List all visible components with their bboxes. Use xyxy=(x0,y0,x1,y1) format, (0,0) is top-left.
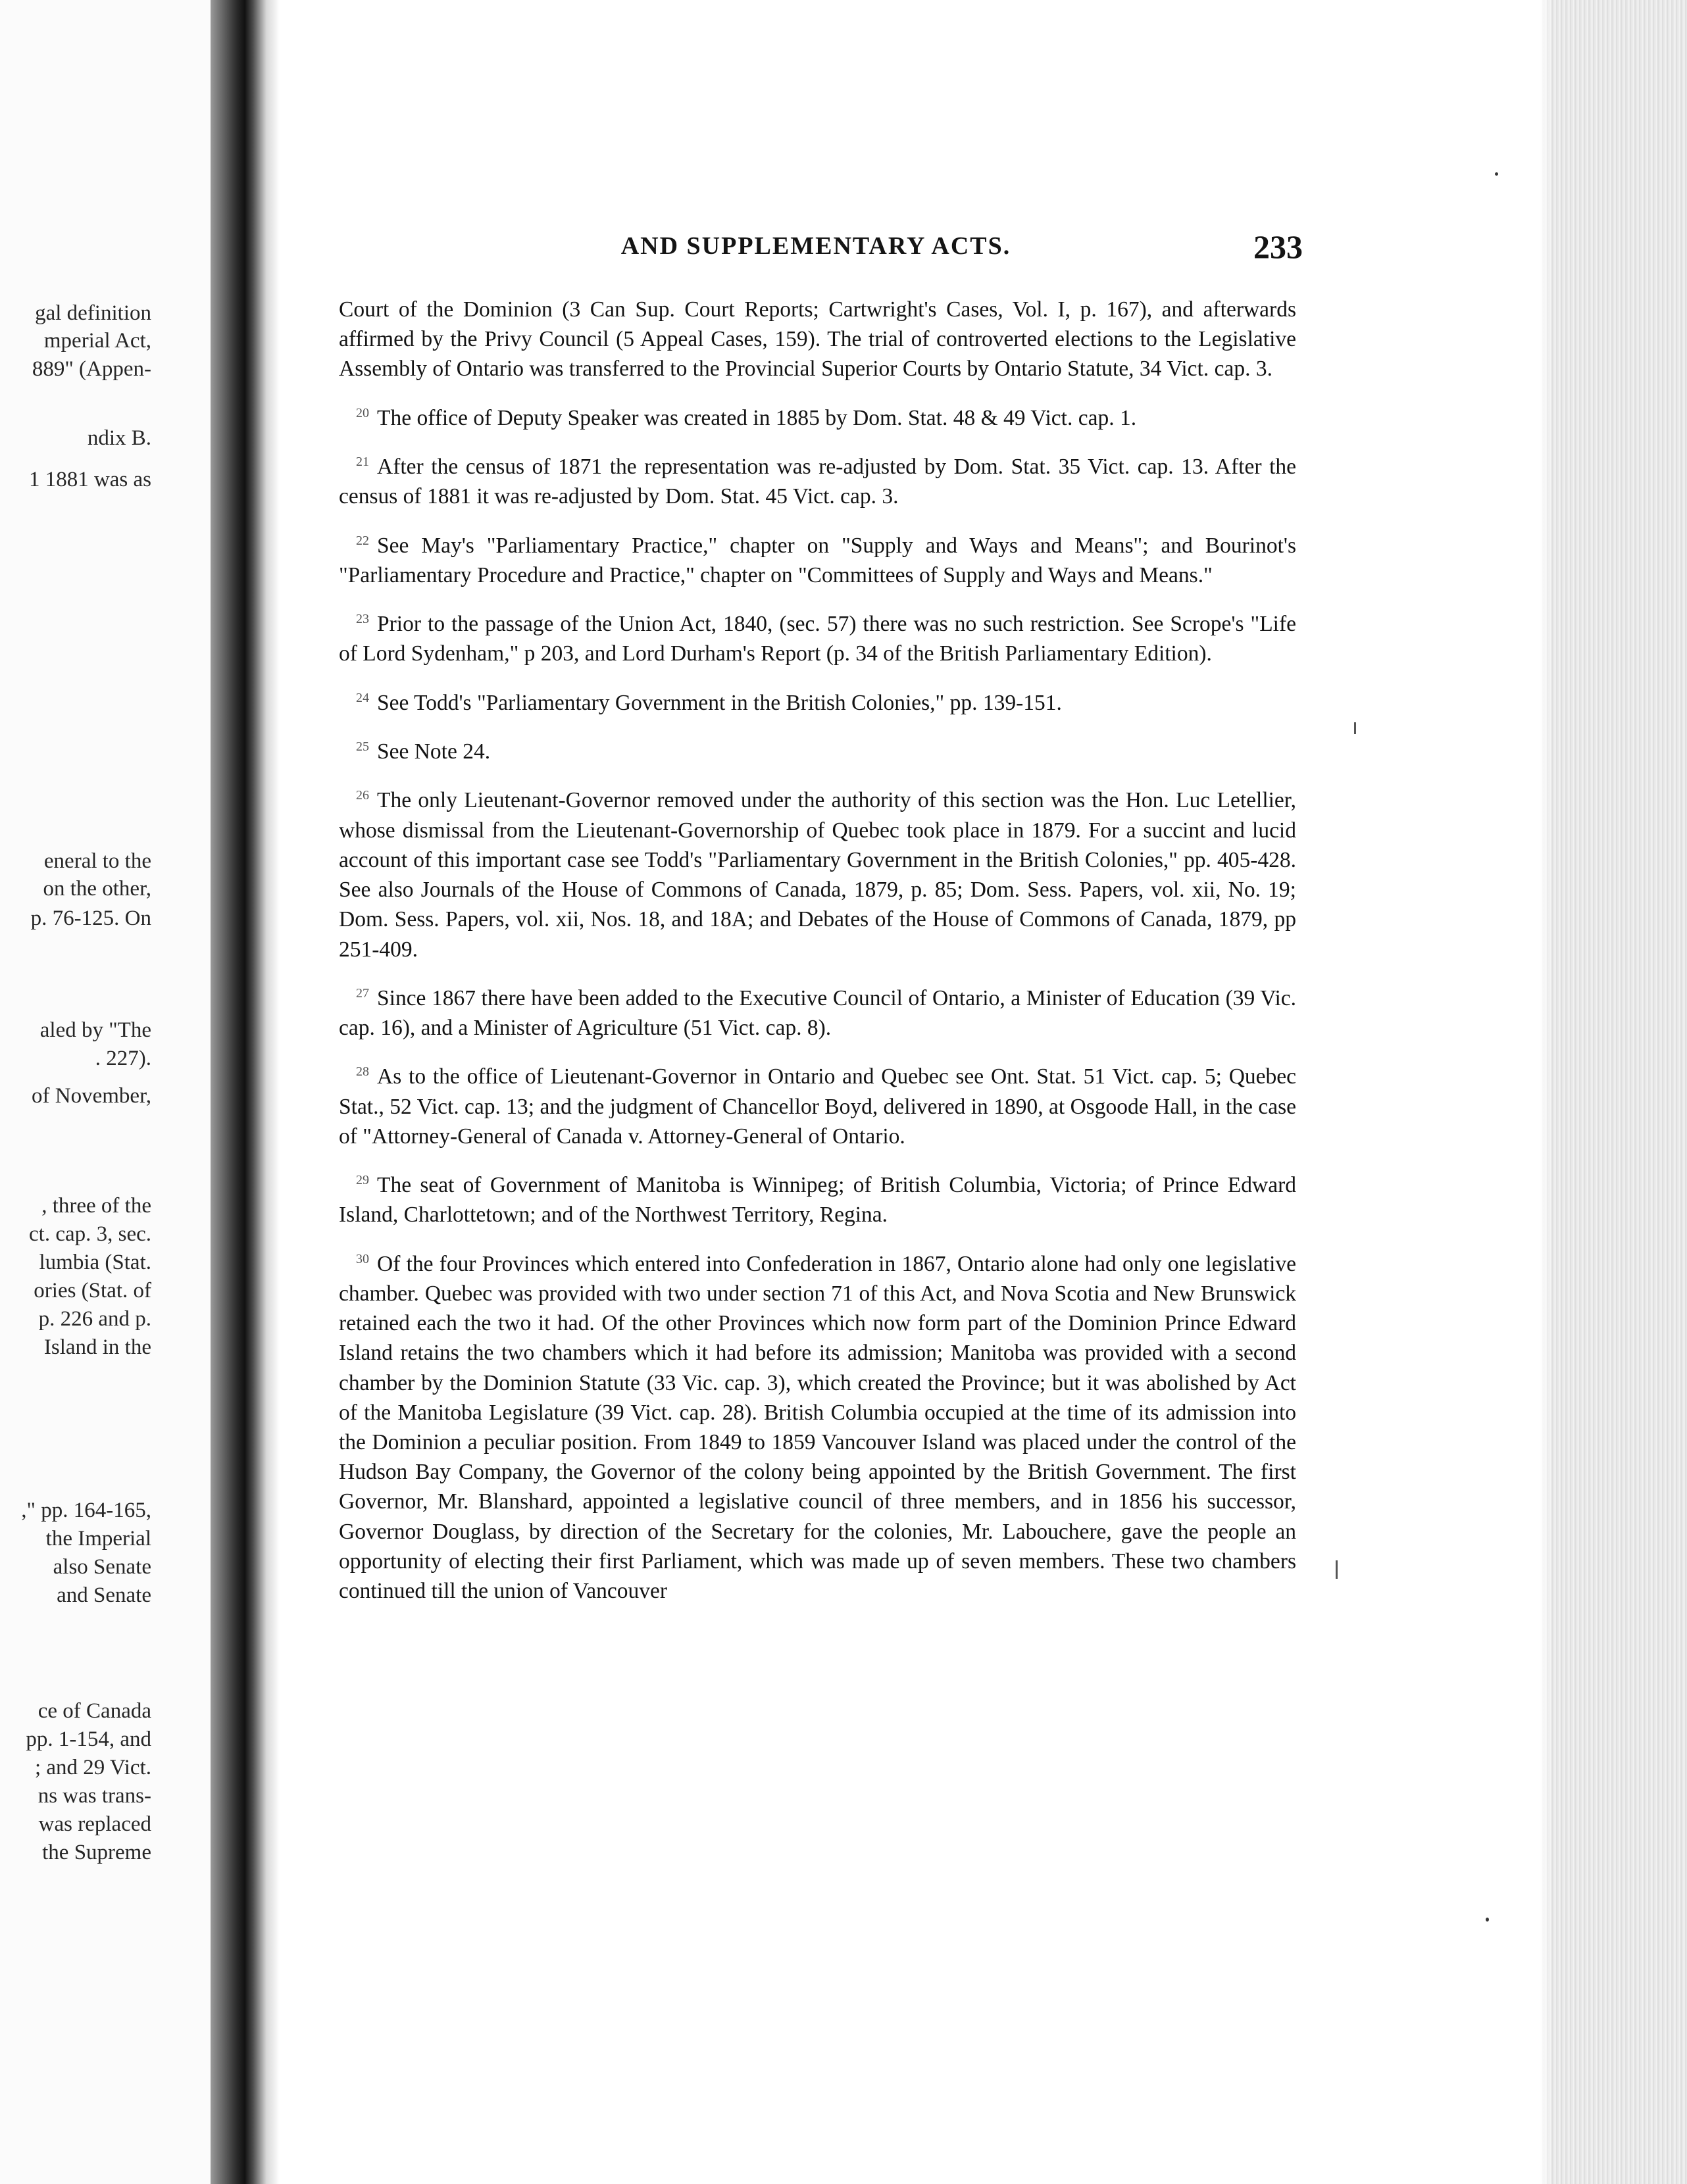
footnote-number: 23 xyxy=(356,612,369,627)
left-text-line: p. 76-125. On xyxy=(30,906,151,930)
footnote-text: See Todd's "Parliamentary Government in the British Colonies," pp. 139-151. xyxy=(377,690,1062,715)
footnote-paragraph xyxy=(339,979,1296,1043)
scan-mark xyxy=(1354,722,1356,734)
footnote-text: Since 1867 there have been added to the Executive Council of Ontario, a Minister of Education (39 Vic. cap. 16), and a Minister of Agriculture (51 Vict. cap. 8). xyxy=(339,985,1296,1041)
left-text-line: also Senate xyxy=(53,1555,151,1579)
footnote-number: 26 xyxy=(356,788,369,803)
scan-speck xyxy=(1495,172,1498,176)
book-gutter xyxy=(211,0,280,2184)
footnote-number: 27 xyxy=(356,985,369,1001)
footnote-number: 28 xyxy=(356,1064,369,1080)
footnote-text: See May's "Parliamentary Practice," chapter on "Supply and Ways and Means"; and Bourinot's "Parliamentary Procedure and Practice," chapter on "Committees of Supply and Ways and Means." xyxy=(339,533,1296,587)
footnote-paragraph xyxy=(339,683,1296,718)
left-text-line: ce of Canada xyxy=(38,1699,151,1723)
left-text-line: ; and 29 Vict. xyxy=(34,1756,151,1779)
footnote-paragraph xyxy=(339,781,1296,964)
left-text-line: the Supreme xyxy=(42,1841,151,1864)
continued-paragraph: Court of the Dominion (3 Can Sup. Court Reports; Cartwright's Cases, Vol. I, p. 167), and afterwards affirmed by the Privy Council (5 Appeal Cases, 159). The trial of controverted elections to the Legislative Assembly of Ontario was transferred to the Provincial Superior Courts by Ontario Statute, 34 Vict. cap. 3. xyxy=(339,297,1296,382)
left-text-line: p. 226 and p. xyxy=(38,1307,151,1331)
footnote-text: Of the four Provinces which entered into Confederation in 1867, Ontario alone had only one legislative chamber. Quebec was provided with two under section 71 of this Act, and Nova Scotia and New Brunswick retained each the two it had. Of the other Provinces which now form part of the Dominion Prince Edward Island retains the two chambers which it had before its admission; Manitoba was provided with a second chamber by the Dominion Statute (33 Vic. cap. 3), which created the Province; but it was abolished by Act of the Manitoba Legislature (39 Vict. cap. 28). British Columbia occupied at the time of its admission into the Dominion a peculiar position. From 1849 to 1859 Vancouver Island was placed under the control of the Hudson Bay Company, the Governor of the colony being appointed by the British Government. The first Governor, Mr. Blanshard, appointed a legislative council of three members, and in 1856 his successor, Governor Douglass, by direction of the Secretary for the colonies, Mr. Labouchere, gave the people an opportunity of electing their first Parliament, which was made up of seven members. These two chambers continued till the union of Vancouver xyxy=(339,1251,1296,1604)
left-text-line: lumbia (Stat. xyxy=(39,1251,151,1274)
scan-mark xyxy=(1336,1560,1338,1579)
left-text-line: mperial Act, xyxy=(43,329,151,353)
left-text-line: was replaced xyxy=(38,1812,151,1836)
left-text-line: gal definition xyxy=(35,301,151,325)
footnote-number: 25 xyxy=(356,739,369,755)
left-text-line: ct. cap. 3, sec. xyxy=(29,1222,151,1246)
left-text-line: pp. 1-154, and xyxy=(26,1727,151,1751)
left-text-line: eneral to the xyxy=(43,849,151,873)
footnote-text: The office of Deputy Speaker was created in 1885 by Dom. Stat. 48 & 49 Vict. cap. 1. xyxy=(377,405,1137,430)
footnote-text: After the census of 1871 the representation was re-adjusted by Dom. Stat. 35 Vict. cap. 13. After the census of 1881 it was re-adjusted by Dom. Stat. 45 Vict. cap. 3. xyxy=(339,455,1296,509)
left-text-line: 889" (Appen- xyxy=(32,357,151,381)
footnote-paragraph xyxy=(339,526,1296,591)
left-text-line: ," pp. 164-165, xyxy=(21,1499,151,1522)
left-text-line: . 227). xyxy=(95,1047,151,1070)
left-text-line: Island in the xyxy=(43,1335,151,1359)
footnote-number: 20 xyxy=(356,405,369,420)
footnote-paragraph xyxy=(339,447,1296,512)
footnote-text: As to the office of Lieutenant-Governor in Ontario and Quebec see Ont. Stat. 51 Vict. cap. 5; Quebec Stat., 52 Vict. cap. 13; and the judgment of Chancellor Boyd, delivered in 1890, at Osgoode Hall, in the case of "Attorney-General of Canada v. Attorney-General of Ontario. xyxy=(339,1064,1296,1149)
left-text-line: aled by "The xyxy=(39,1018,151,1042)
footnote-paragraph xyxy=(339,1245,1296,1606)
running-head: AND SUPPLEMENTARY ACTS. xyxy=(620,232,1011,260)
scan-speck xyxy=(1486,1918,1489,1922)
footnote-number: 24 xyxy=(356,690,369,705)
footnote-paragraph xyxy=(339,732,1296,766)
left-text-line: of November, xyxy=(32,1084,151,1108)
footnote-paragraph xyxy=(339,1057,1296,1151)
left-text-line: ndix B. xyxy=(87,426,151,450)
footnote-paragraph xyxy=(339,1166,1296,1230)
footnote-number: 29 xyxy=(356,1173,369,1188)
footnote-text: Prior to the passage of the Union Act, 1840, (sec. 57) there was no such restriction. See Scrope's "Life of Lord Sydenham," p 203, and Lord Durham's Report (p. 34 of the British Parliamentary Edition). xyxy=(339,612,1296,666)
footnote-paragraph xyxy=(339,399,1296,433)
left-text-line: on the other, xyxy=(43,877,151,901)
left-text-line: , three of the xyxy=(41,1194,151,1218)
page-body xyxy=(339,295,1296,1620)
left-text-line: ories (Stat. of xyxy=(34,1279,151,1303)
page-number: 233 xyxy=(1253,228,1303,265)
footnote-number: 21 xyxy=(356,454,369,469)
footnote-number: 30 xyxy=(356,1251,369,1266)
facing-page-fragment xyxy=(0,0,211,2184)
footnote-text: The only Lieutenant-Governor removed under the authority of this section was the Hon. Luc Letellier, whose dismissal from the Lieutenant-Governorship of Quebec took place in 1879. For a succint and lucid account of this important case see Todd's "Parliamentary Government in the British Colonies," pp. 405-428. See also Journals of the House of Commons of Canada, 1879, p. 85; Dom. Sess. Papers, vol. xii, No. 19; Dom. Sess. Papers, vol. xii, Nos. 18, and 18A; and Debates of the House of Commons of Canada, 1879, pp 251-409. xyxy=(339,788,1296,962)
footnote-text: The seat of Government of Manitoba is Winnipeg; of British Columbia, Victoria; of Prince Edward Island, Charlottetown; and of the Northwest Territory, Regina. xyxy=(339,1173,1296,1228)
left-text-line: and Senate xyxy=(57,1583,151,1607)
footnote-paragraph xyxy=(339,605,1296,669)
footnote-number: 22 xyxy=(356,533,369,548)
footnote-text: See Note 24. xyxy=(377,739,491,764)
left-text-line: the Imperial xyxy=(45,1527,151,1551)
left-text-line: 1 1881 was as xyxy=(28,468,151,491)
page-edges xyxy=(1540,0,1687,2184)
left-text-line: ns was trans- xyxy=(38,1784,151,1808)
